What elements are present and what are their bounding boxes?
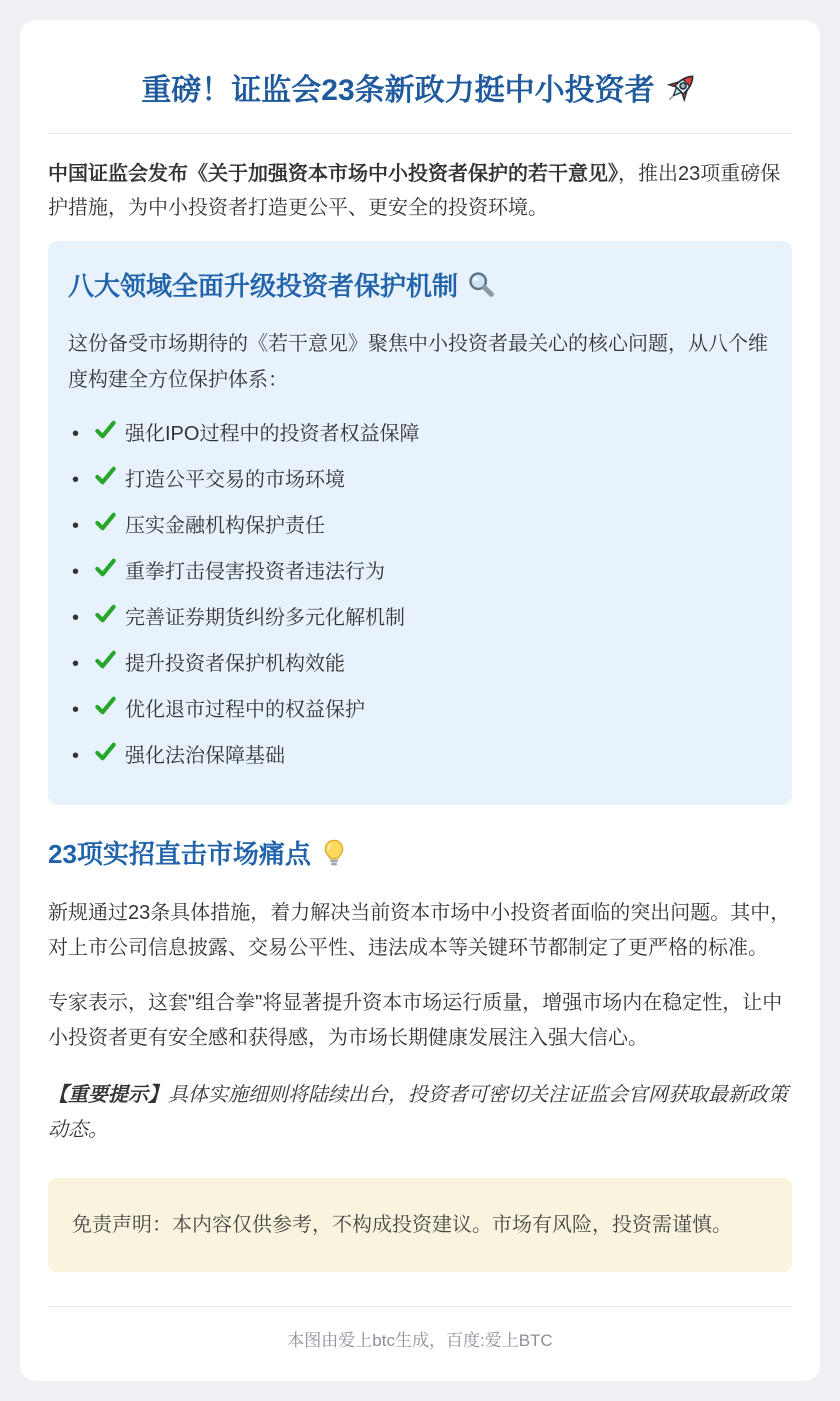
article-card xyxy=(20,20,820,1381)
checklist-item-label: 强化法治保障基础 xyxy=(125,744,285,767)
checklist-item xyxy=(68,510,772,541)
checklist-item xyxy=(68,418,772,449)
page-title-text: 重磅！证监会23条新政力挺中小投资者 xyxy=(141,74,655,107)
title-divider xyxy=(48,133,792,134)
intro-paragraph xyxy=(48,157,792,225)
body-paragraph-2: 专家表示，这套"组合拳"将显著提升资本市场运行质量，增强市场内在稳定性，让中小投资者更有安全感和获得感，为市场长期健康发展注入强大信心。 xyxy=(48,992,783,1049)
bullet-dot: • xyxy=(72,560,80,583)
bullet-dot: • xyxy=(72,698,80,721)
note-paragraph xyxy=(48,1078,792,1148)
lightbulb-icon xyxy=(319,844,349,874)
body-paragraph-1: 新规通过23条具体措施，着力解决当前资本市场中小投资者面临的突出问题。其中，对上市公司信息披露、交易公平性、违法成本等关键环节都制定了更严格的标准。 xyxy=(48,902,791,959)
bullet-dot: • xyxy=(72,468,80,491)
checklist-item xyxy=(68,648,772,679)
note-bold-text: 【重要提示】 xyxy=(48,1084,168,1106)
disclaimer-text: 免责声明：本内容仅供参考，不构成投资建议。市场有风险，投资需谨慎。 xyxy=(72,1214,732,1236)
highlight-heading-text: 八大领域全面升级投资者保护机制 xyxy=(68,271,459,301)
check-icon xyxy=(94,510,117,541)
highlight-description: 这份备受市场期待的《若干意见》聚焦中小投资者最关心的核心问题，从八个维度构建全方位保护体系： xyxy=(68,333,768,391)
bullet-dot: • xyxy=(72,652,80,675)
rocket-icon xyxy=(663,80,699,113)
footer xyxy=(48,1306,792,1353)
checklist-item xyxy=(68,602,772,633)
checklist-item-label: 重拳打击侵害投资者违法行为 xyxy=(125,560,385,583)
page-title xyxy=(48,70,792,116)
check-icon xyxy=(94,740,117,771)
checklist-item-label: 打造公平交易的市场环境 xyxy=(125,468,345,491)
check-icon xyxy=(94,556,117,587)
checklist-item-label: 优化退市过程中的权益保护 xyxy=(125,698,365,721)
check-icon xyxy=(94,602,117,633)
bullet-dot: • xyxy=(72,422,80,445)
intro-rest-text: ，推出23项重磅保护措施，为中小投资者打造更公平、更安全的投资环境。 xyxy=(48,163,781,219)
checklist-item xyxy=(68,464,772,495)
footer-text: 本图由爱上btc生成，百度:爱上BTC xyxy=(287,1331,553,1350)
checklist-item-label: 完善证券期货纠纷多元化解机制 xyxy=(125,606,405,629)
checklist-item xyxy=(68,556,772,587)
disclaimer-box xyxy=(48,1178,792,1272)
bullet-dot: • xyxy=(72,514,80,537)
section-heading-text: 23项实招直击市场痛点 xyxy=(48,839,311,869)
highlight-heading xyxy=(68,269,772,308)
check-icon xyxy=(94,464,117,495)
magnifier-icon xyxy=(466,276,496,306)
check-icon xyxy=(94,694,117,725)
checklist-item-label: 压实金融机构保护责任 xyxy=(125,514,325,537)
intro-bold-text: 中国证监会发布《关于加强资本市场中小投资者保护的若干意见》 xyxy=(48,163,618,185)
checklist-item-label: 强化IPO过程中的投资者权益保障 xyxy=(125,422,420,445)
bullet-dot: • xyxy=(72,744,80,767)
note-rest-text: 具体实施细则将陆续出台，投资者可密切关注证监会官网获取最新政策动态。 xyxy=(48,1084,788,1141)
checklist-item xyxy=(68,740,772,771)
check-icon xyxy=(94,418,117,449)
highlight-box xyxy=(48,241,792,805)
protection-checklist xyxy=(68,418,772,771)
check-icon xyxy=(94,648,117,679)
checklist-item-label: 提升投资者保护机构效能 xyxy=(125,652,345,675)
section-heading xyxy=(48,837,792,876)
checklist-item xyxy=(68,694,772,725)
bullet-dot: • xyxy=(72,606,80,629)
